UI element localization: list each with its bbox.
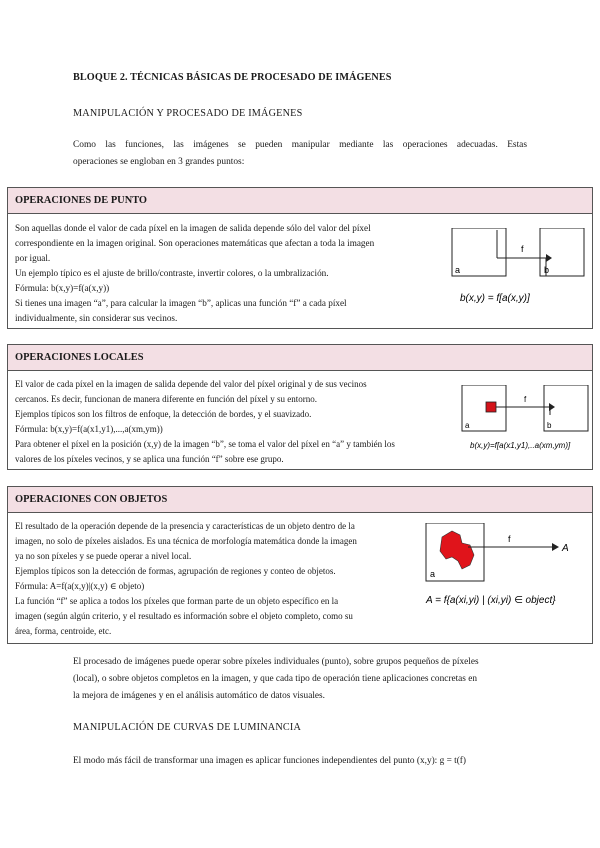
text-line: ya no son píxeles y se puede operar a nivel local.	[15, 551, 192, 561]
label-f: f	[521, 244, 524, 254]
local-operations-box	[7, 344, 593, 470]
text-line: Fórmula: A=f(a(x,y)|(x,y) ∈ objeto)	[15, 581, 145, 591]
neighborhood-pixel	[486, 402, 496, 412]
text-line: área, forma, centroide, etc.	[15, 626, 112, 636]
summary-paragraph	[73, 654, 528, 705]
box-header: OPERACIONES CON OBJETOS	[8, 487, 592, 513]
text-line: La función “f” se aplica a todos los píxeles que forman parte de un objeto específico en la	[15, 596, 339, 606]
text-line: Para obtener el píxel en la posición (x,y) de la imagen “b”, se toma el valor del píxel en “a” y también los	[15, 439, 395, 449]
text-line: El valor de cada píxel en la imagen de salida depende del valor del píxel original y de sus vecinos	[15, 379, 367, 389]
text-line: Fórmula: b(x,y)=f(a(x,y))	[15, 283, 110, 293]
label-b: b	[544, 265, 550, 275]
text-line: El resultado de la operación depende de la presencia y características de un objeto dentro de la	[15, 521, 355, 531]
text-line: imagen, no solo de píxeles aislados. Es una técnica de morfología matemática donde la imagen	[15, 536, 357, 546]
label-f: f	[508, 534, 511, 544]
label-a: a	[465, 421, 470, 430]
intro-paragraph	[73, 137, 527, 171]
section-heading-luminance: MANIPULACIÓN DE CURVAS DE LUMINANCIA	[73, 722, 302, 733]
text-line: Ejemplos típicos son los filtros de enfoque, la detección de bordes, y el suavizado.	[15, 409, 312, 419]
object-operations-box	[7, 486, 593, 644]
text-line: individualmente, sin considerar sus vecinos.	[15, 313, 178, 323]
point-formula: b(x,y) = f[a(x,y)]	[460, 293, 530, 304]
image-a-frame	[452, 228, 506, 276]
luminance-paragraph: El modo más fácil de transformar una imagen es aplicar funciones independientes del punto (x,y): g = t(f)	[73, 756, 467, 766]
box-text	[15, 377, 455, 467]
label-A: A	[562, 543, 569, 554]
document-title: BLOQUE 2. TÉCNICAS BÁSICAS DE PROCESADO DE IMÁGENES	[73, 72, 392, 83]
text-line: la mejora de imágenes y en el análisis automático de datos visuales.	[73, 691, 325, 701]
label-b: b	[547, 421, 552, 430]
object-formula: A = f{a(xi,yi) | (xi,yi) ∈ object}	[426, 595, 556, 606]
label-a: a	[455, 265, 461, 275]
text-line: Un ejemplo típico es el ajuste de brillo/contraste, invertir colores, o la umbralización.	[15, 268, 329, 278]
text-line: correspondiente en la imagen original. Son operaciones matemáticas que afectan a toda la imagen	[15, 238, 375, 248]
label-a: a	[430, 569, 436, 579]
label-f: f	[524, 395, 527, 404]
point-operation-diagram	[448, 228, 588, 313]
intro-line: Como las funciones, las imágenes se pueden manipular mediante las operaciones adecuadas. Estas	[73, 140, 527, 150]
box-text	[15, 221, 443, 326]
section-heading: MANIPULACIÓN Y PROCESADO DE IMÁGENES	[73, 108, 303, 119]
local-formula: b(x,y)=f[a(x1,y1),..a(xm,ym)]	[470, 441, 571, 450]
box-header: OPERACIONES LOCALES	[8, 345, 592, 371]
point-operations-box	[7, 187, 593, 329]
text-line: (local), o sobre objetos completos en la imagen, y que cada tipo de operación tiene aplicaciones concretas en	[73, 674, 477, 684]
text-line: Ejemplos típicos son la detección de formas, agrupación de regiones y conteo de objetos.	[15, 566, 336, 576]
text-line: Son aquellas donde el valor de cada píxel en la imagen de salida depende sólo del valor del píxel	[15, 223, 371, 233]
intro-line: operaciones se engloban en 3 grandes puntos:	[73, 157, 245, 167]
arrow-head	[552, 543, 559, 551]
text-line: El procesado de imágenes puede operar sobre píxeles individuales (punto), sobre grupos pequeños de píxeles	[73, 657, 479, 667]
text-line: Fórmula: b(x,y)=f(a(x1,y1),...,a(xm,ym))	[15, 424, 163, 434]
box-header: OPERACIONES DE PUNTO	[8, 188, 592, 214]
local-operation-diagram	[460, 385, 592, 462]
text-line: imagen (según algún criterio, y el resultado es información sobre el objeto completo, como su	[15, 611, 353, 621]
text-line: cercanos. Es decir, funcionan de manera diferente en función del píxel y su entorno.	[15, 394, 318, 404]
text-line: por igual.	[15, 253, 51, 263]
box-text	[15, 519, 420, 639]
object-operation-diagram	[422, 523, 592, 618]
text-line: valores de los píxeles vecinos, y se aplica una función “f” sobre ese grupo.	[15, 454, 284, 464]
text-line: Si tienes una imagen “a”, para calcular la imagen “b”, aplicas una función “f” a cada píxel	[15, 298, 347, 308]
